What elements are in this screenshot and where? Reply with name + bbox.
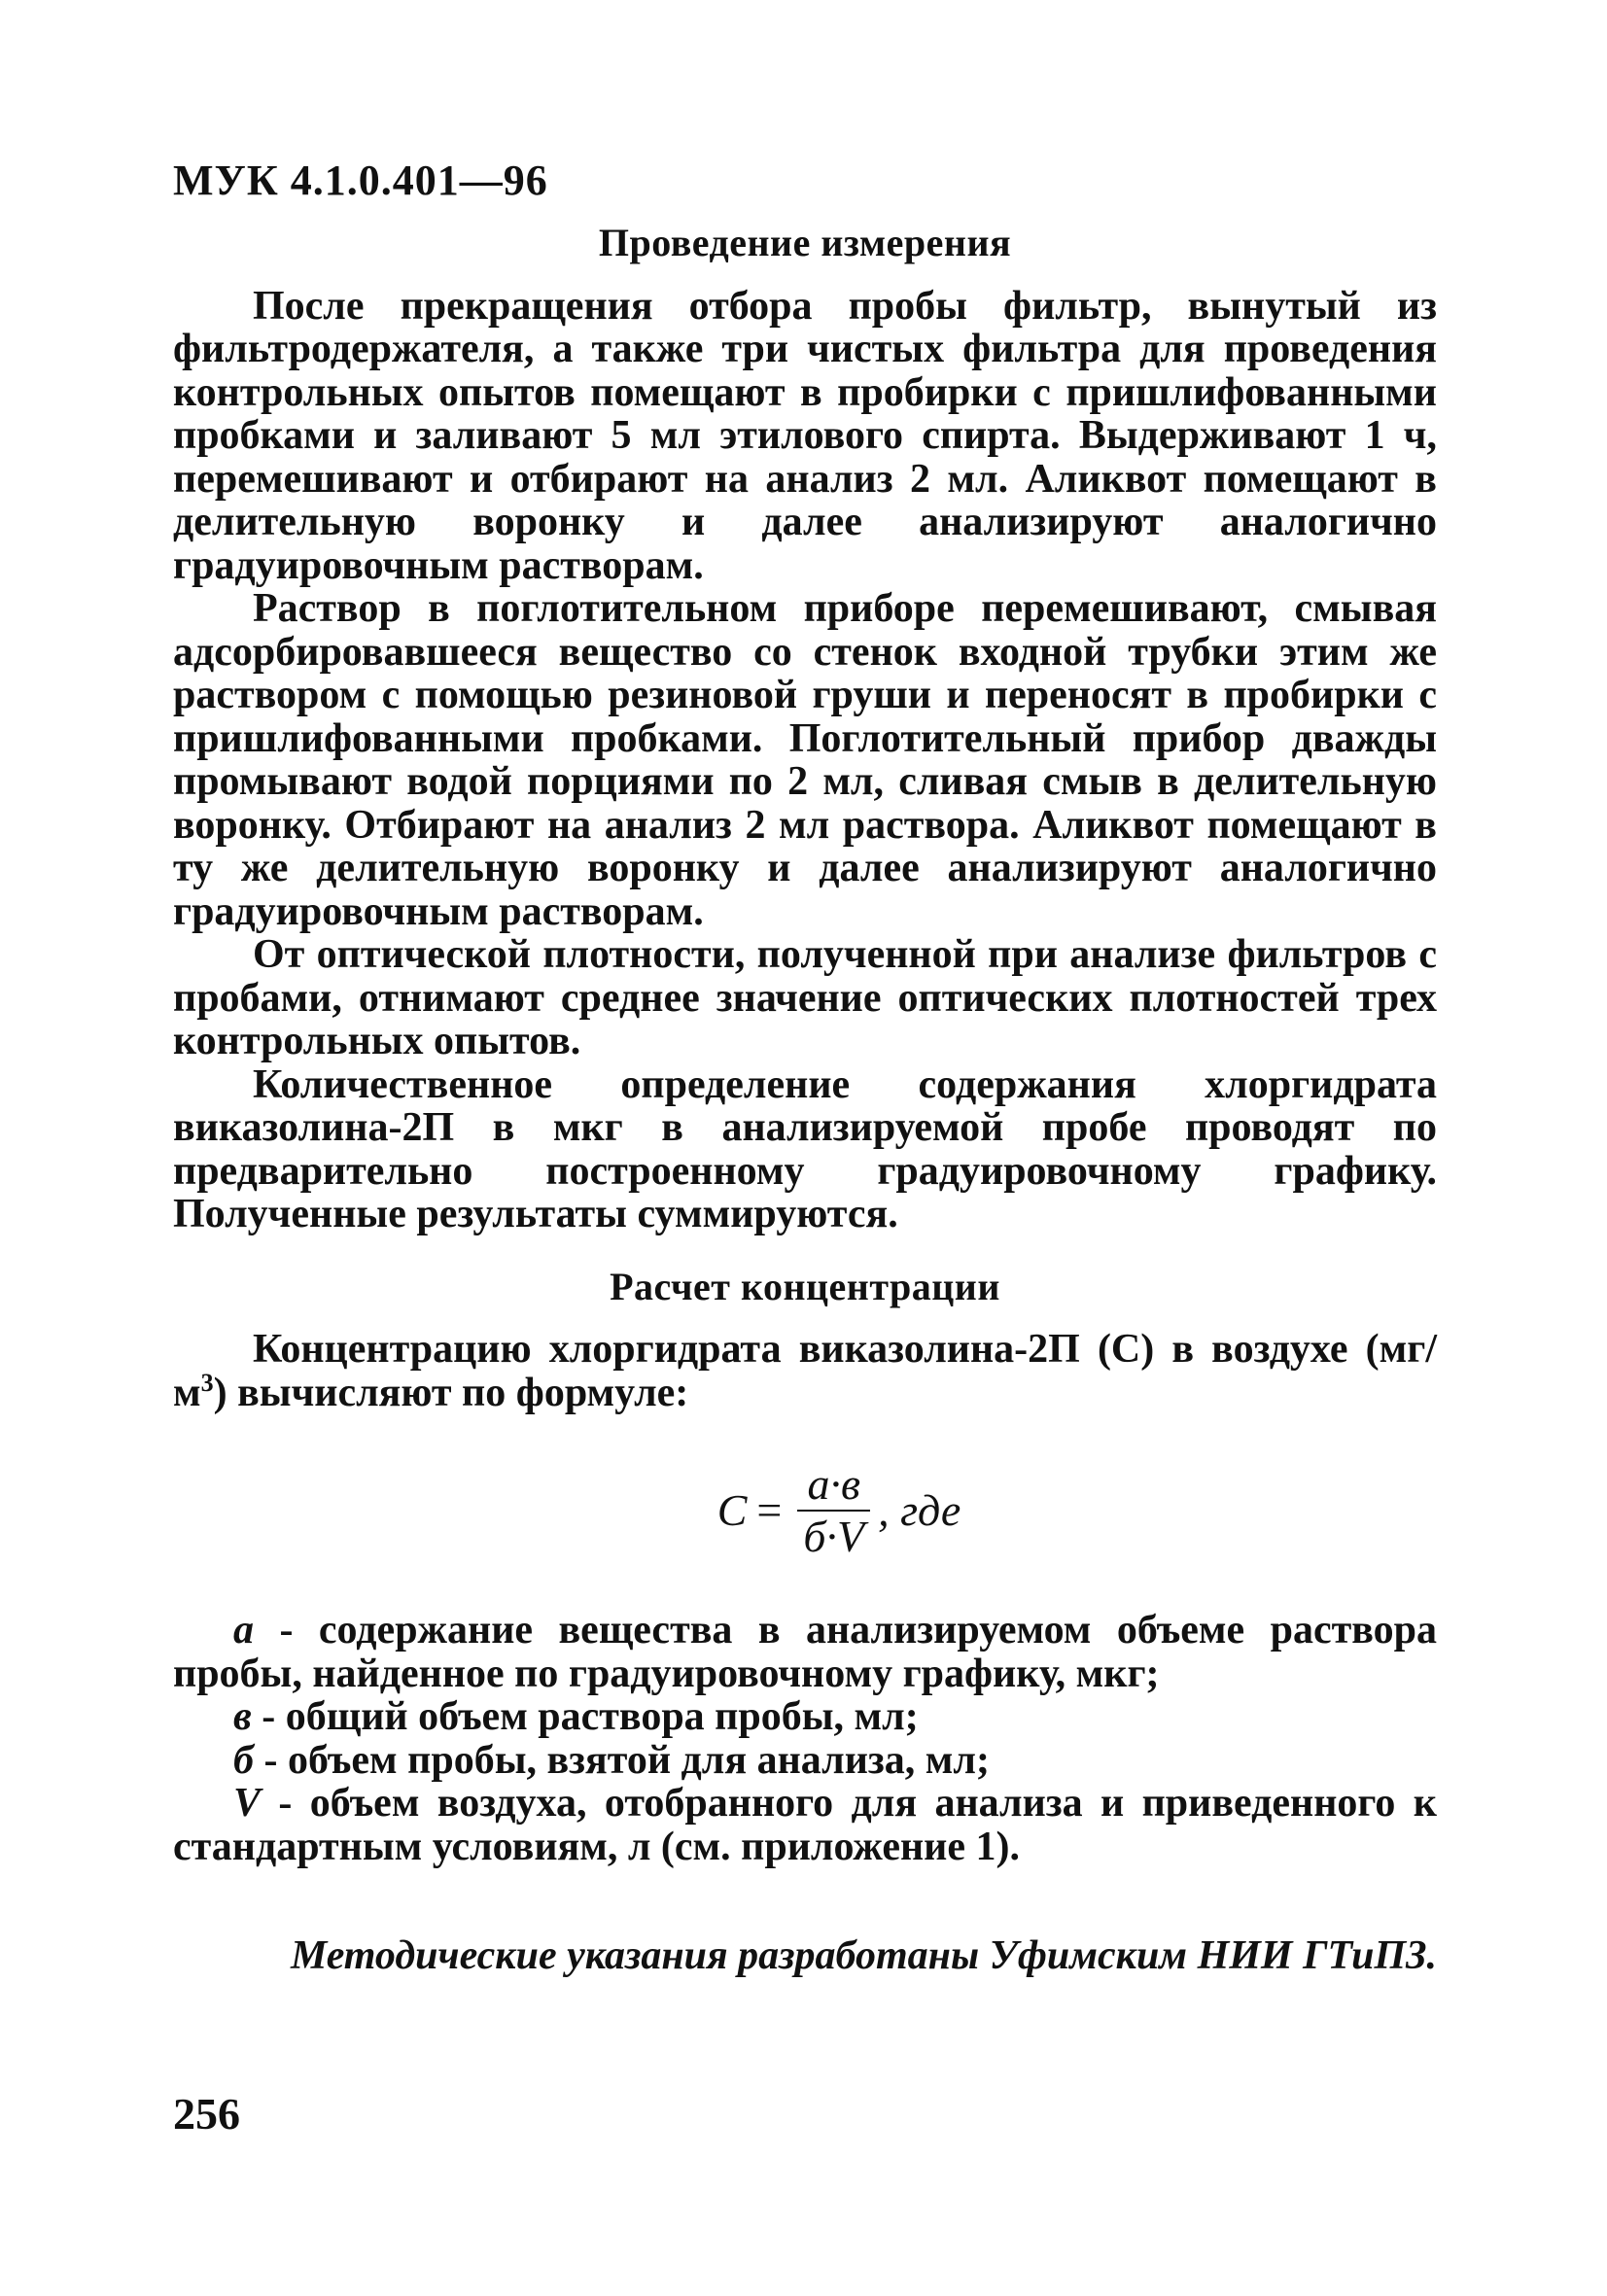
paragraph: От оптической плотности, полученной при анализе фильтров с пробами, отнимают среднее значение оптических плотностей трех контрольных опытов. [173,932,1437,1063]
definition-item [173,1782,1437,1868]
section-title-calculation: Расчет концентрации [610,1264,1000,1308]
concentration-formula [717,1459,961,1562]
definition-text: - объем пробы, взятой для анализа, мл; [253,1737,990,1783]
definition-item [173,1695,1437,1739]
definition-item [173,1739,1437,1783]
definition-symbol: V [233,1781,262,1826]
formula-lhs: С [716,1484,748,1535]
formula-block [173,1459,1437,1566]
formula-intro-text: Концентрацию хлоргидрата виказолина-2П (С) в воздухе (мг/м [173,1327,1437,1415]
definition-symbol: а [233,1608,254,1652]
paragraph: Количественное определение содержания хлоргидрата виказолина-2П в мкг в анализируемой пробе проводят по предварительно построенному градуировочному графику. Полученные результаты суммируются. [173,1061,1437,1236]
variable-definitions [173,1609,1437,1868]
formula-fraction [793,1459,874,1562]
document-code: МУК 4.1.0.401—96 [173,157,548,204]
page-number: 256 [173,2089,240,2139]
definition-item [173,1609,1437,1695]
formula-intro [173,1328,1437,1414]
formula-intro-text-end: ) вычисляют по формуле: [213,1370,689,1415]
formula-equals: = [756,1484,783,1535]
definition-text: - содержание вещества в анализируемом объеме раствора пробы, найденное по градуировочному графику, мкг; [173,1608,1437,1696]
unit-exponent: 3 [200,1368,214,1397]
definition-text: - объем воздуха, отобранного для анализа и приведенного к стандартным условиям, л (см. приложение 1). [173,1781,1437,1869]
definition-text: - общий объем раствора пробы, мл; [251,1694,919,1739]
authors-credit: Методические указания разработаны Уфимским НИИ ГТиПЗ. [290,1933,1437,1978]
section-title-measurement: Проведение измерения [598,221,1012,264]
formula-tail: , где [878,1484,961,1535]
formula-denominator: б·V [803,1512,865,1561]
definition-symbol: б [233,1737,254,1783]
formula-numerator: а·в [797,1459,869,1512]
definition-symbol: в [233,1694,252,1739]
page-content [173,222,1437,1978]
paragraph: После прекращения отбора пробы фильтр, вынутый из фильтродержателя, а также три чистых фильтра для проведения контрольных опытов помещают в пробирки с пришлифованными пробками и заливают 5 мл этилового спирта. Выдерживают 1 ч, перемешивают и отбирают на анализ 2 мл. Аликвот помещают в делительную воронку и далее анализируют аналогично градуировочным растворам. [173,283,1437,588]
paragraph: Раствор в поглотительном приборе перемешивают, смывая адсорбировавшееся вещество со стенок входной трубки этим же раствором с помощью резиновой груши и переносят в пробирки с пришлифованными пробками. Поглотительный прибор дважды промывают водой порциями по 2 мл, сливая смыв в делительную воронку. Отбирают на анализ 2 мл раствора. Аликвот помещают в ту же делительную воронку и далее анализируют аналогично градуировочным растворам. [173,586,1437,934]
